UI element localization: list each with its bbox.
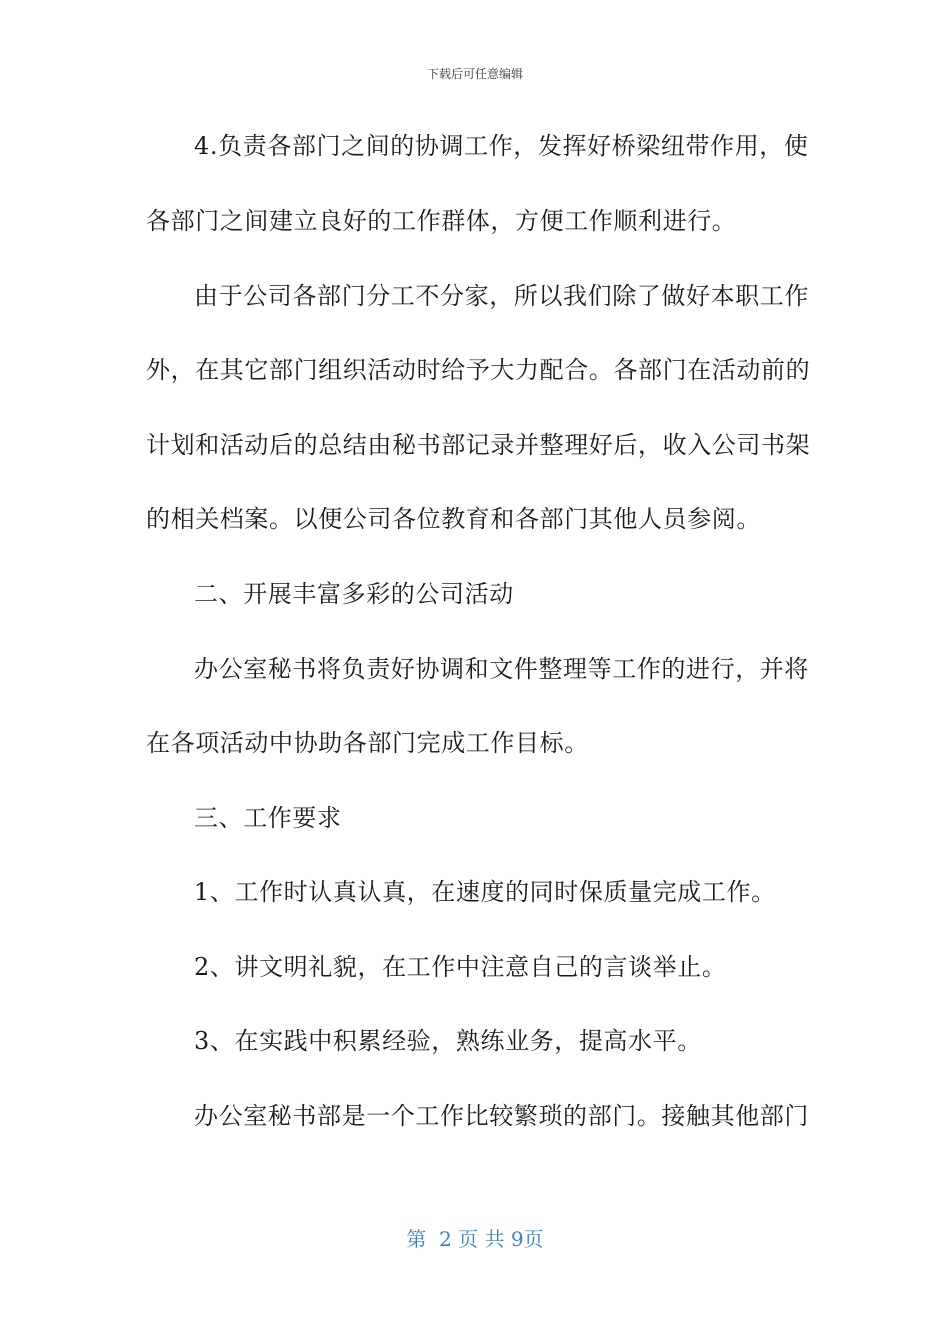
list-item: 2、讲文明礼貌，在工作中注意自己的言谈举止。 [194, 953, 727, 981]
text-line: 由于公司各部门分工不分家，所以我们除了做好本职工作 [194, 282, 809, 310]
text-line: 计划和活动后的总结由秘书部记录并整理好后，收入公司书架 [146, 431, 811, 459]
text-line: 在各项活动中协助各部门完成工作目标。 [146, 729, 589, 757]
list-item: 1、工作时认真认真，在速度的同时保质量完成工作。 [194, 878, 776, 906]
text-line: 办公室秘书将负责好协调和文件整理等工作的进行，并将 [194, 655, 809, 683]
section-heading: 二、开展丰富多彩的公司活动 [194, 580, 514, 608]
text-line: 4.负责各部门之间的协调工作，发挥好桥梁纽带作用，使 [194, 132, 809, 160]
page-number: 第 2 页 共 9页 [406, 1227, 544, 1251]
page-header: 下载后可任意编辑 [426, 67, 523, 81]
section-heading: 三、工作要求 [194, 804, 342, 832]
text-line: 办公室秘书部是一个工作比较繁琐的部门。接触其他部门 [194, 1102, 809, 1130]
text-line: 外，在其它部门组织活动时给予大力配合。各部门在活动前的 [146, 356, 811, 384]
text-line: 的相关档案。以便公司各位教育和各部门其他人员参阅。 [146, 505, 761, 533]
list-item: 3、在实践中积累经验，熟练业务，提高水平。 [194, 1027, 702, 1055]
text-line: 各部门之间建立良好的工作群体，方便工作顺利进行。 [146, 207, 737, 235]
